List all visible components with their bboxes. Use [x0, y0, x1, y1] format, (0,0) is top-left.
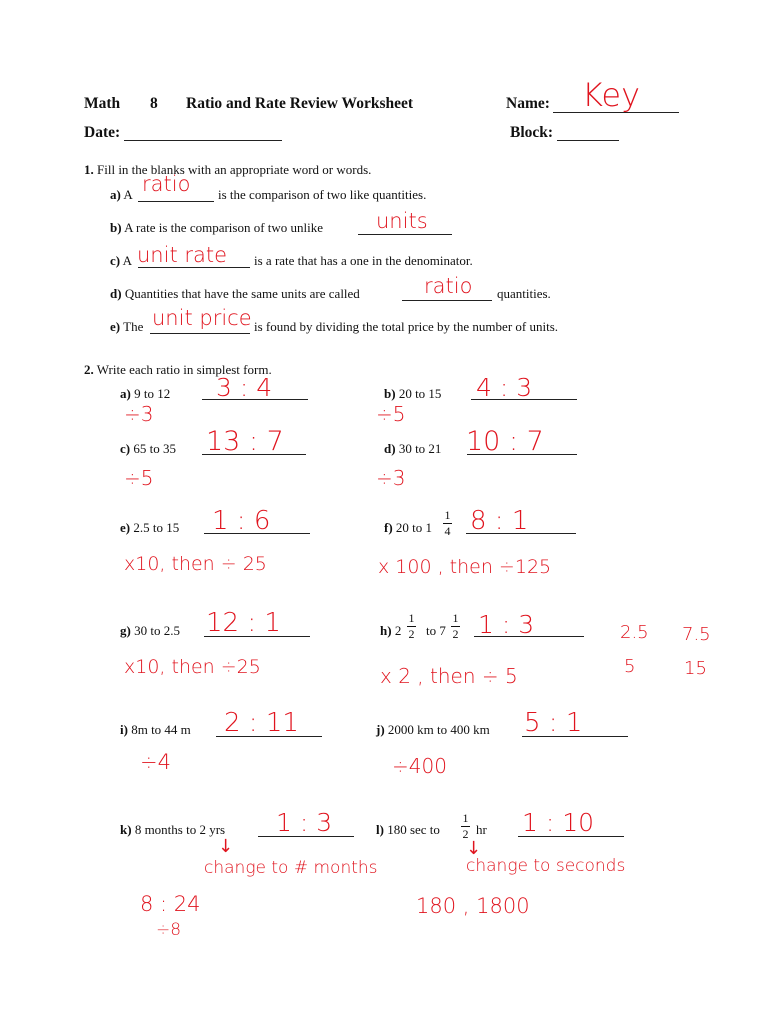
q2l-problem: l) 180 sec to: [376, 822, 440, 837]
q2k-problem: k) 8 months to 2 yrs: [120, 822, 226, 837]
q2h-mid-text: to 7: [426, 623, 446, 638]
block-label: Block:: [510, 124, 554, 141]
q2a-problem: a) 9 to 12: [120, 386, 171, 401]
q2c-answer: 13 : 7: [206, 426, 284, 457]
q1e-label: e) The: [110, 319, 144, 334]
q2l-unit: hr: [476, 822, 487, 837]
q2k-note: change to # months: [204, 858, 378, 878]
q2h-work: x 2 , then ÷ 5: [380, 664, 518, 688]
q2h-answer: 1 : 3: [478, 610, 535, 639]
q2d-answer: 10 : 7: [466, 426, 544, 457]
grade-label: 8: [150, 95, 158, 112]
name-label: Name:: [506, 95, 550, 112]
q1-prompt: 1. Fill in the blanks with an appropriate word or words.: [84, 162, 372, 177]
q2b-answer: 4 : 3: [476, 373, 533, 402]
q2i-problem: i) 8m to 44 m: [120, 722, 191, 737]
q1b-answer: units: [376, 209, 428, 233]
q1e-blank: [150, 333, 250, 334]
q2b-problem: b) 20 to 15: [384, 386, 442, 401]
q2k-work-divide: ÷8: [156, 920, 182, 940]
q1d-blank: [402, 300, 492, 301]
block-line: [557, 140, 619, 141]
q2f-fraction: 1 4: [444, 508, 451, 538]
q2k-work-ratio: 8 : 24: [140, 892, 201, 916]
q2d-problem: d) 30 to 21: [384, 441, 442, 456]
q1c-blank: [138, 267, 250, 268]
q2b-work: ÷5: [376, 402, 406, 426]
q1c-text: is a rate that has a one in the denominator.: [254, 253, 473, 268]
q1e-answer: unit price: [152, 306, 252, 330]
q2l-answer: 1 : 10: [522, 808, 595, 837]
q1d-text: quantities.: [497, 286, 551, 301]
q1a-label: a) A: [110, 187, 133, 202]
q2f-problem: f) 20 to 1: [384, 520, 433, 535]
q2i-answer: 2 : 11: [224, 708, 299, 738]
q2e-work: x10, then ÷ 25: [124, 553, 267, 575]
q2h-side-b-bottom: 15: [684, 658, 707, 679]
arrow-down-icon: ↓: [466, 838, 482, 859]
q1a-answer: ratio: [142, 172, 191, 196]
date-line: [124, 140, 282, 141]
q1e-text: is found by dividing the total price by the number of units.: [254, 319, 559, 334]
course-label: Math: [84, 95, 121, 112]
name-answer: Key: [582, 76, 641, 114]
q1b-text: b) A rate is the comparison of two unlike: [110, 220, 324, 235]
q1d-label: d) Quantities that have the same units are called: [110, 286, 360, 301]
q1c-label: c) A: [110, 253, 133, 268]
q2f-answer: 8 : 1: [470, 506, 529, 536]
q2l-note: change to seconds: [466, 856, 626, 876]
worksheet-title: Ratio and Rate Review Worksheet: [186, 95, 414, 112]
q2h-side-a-top: 2.5: [620, 622, 649, 643]
arrow-down-icon: ↓: [218, 836, 234, 857]
q2h-side-a-bottom: 5: [624, 656, 636, 677]
q2h-fraction-1: 1 2: [408, 611, 415, 641]
q2l-fraction: 1 2: [462, 811, 469, 841]
q1b-blank: [358, 234, 452, 235]
q2j-answer: 5 : 1: [524, 708, 583, 738]
q2h-problem: h) 2: [380, 623, 402, 638]
q1d-answer: ratio: [424, 274, 473, 298]
q2f-work: x 100 , then ÷125: [378, 556, 552, 578]
date-label: Date:: [84, 124, 121, 141]
q1c-answer: unit rate: [137, 243, 228, 267]
q2h-side-b-top: 7.5: [682, 624, 711, 645]
q2j-work: ÷400: [392, 754, 447, 778]
q2e-answer: 1 : 6: [212, 506, 271, 536]
q2a-work: ÷3: [124, 402, 154, 426]
q2c-work: ÷5: [124, 466, 154, 490]
q2g-answer: 12 : 1: [206, 608, 281, 638]
q2k-answer: 1 : 3: [276, 808, 333, 837]
q2g-problem: g) 30 to 2.5: [120, 623, 180, 638]
q2-prompt: 2. Write each ratio in simplest form.: [84, 362, 272, 377]
q2d-work: ÷3: [376, 466, 406, 490]
q1a-blank: [138, 201, 214, 202]
q2e-problem: e) 2.5 to 15: [120, 520, 180, 535]
q2j-problem: j) 2000 km to 400 km: [376, 722, 490, 737]
q1a-text: is the comparison of two like quantities.: [218, 187, 427, 202]
q2i-work: ÷4: [140, 750, 171, 774]
q2h-fraction-2: 1 2: [452, 611, 459, 641]
q2g-work: x10, then ÷25: [124, 656, 261, 678]
q2a-answer: 3 : 4: [216, 373, 273, 402]
q2l-work: 180 , 1800: [416, 894, 530, 918]
q2c-problem: c) 65 to 35: [120, 441, 176, 456]
